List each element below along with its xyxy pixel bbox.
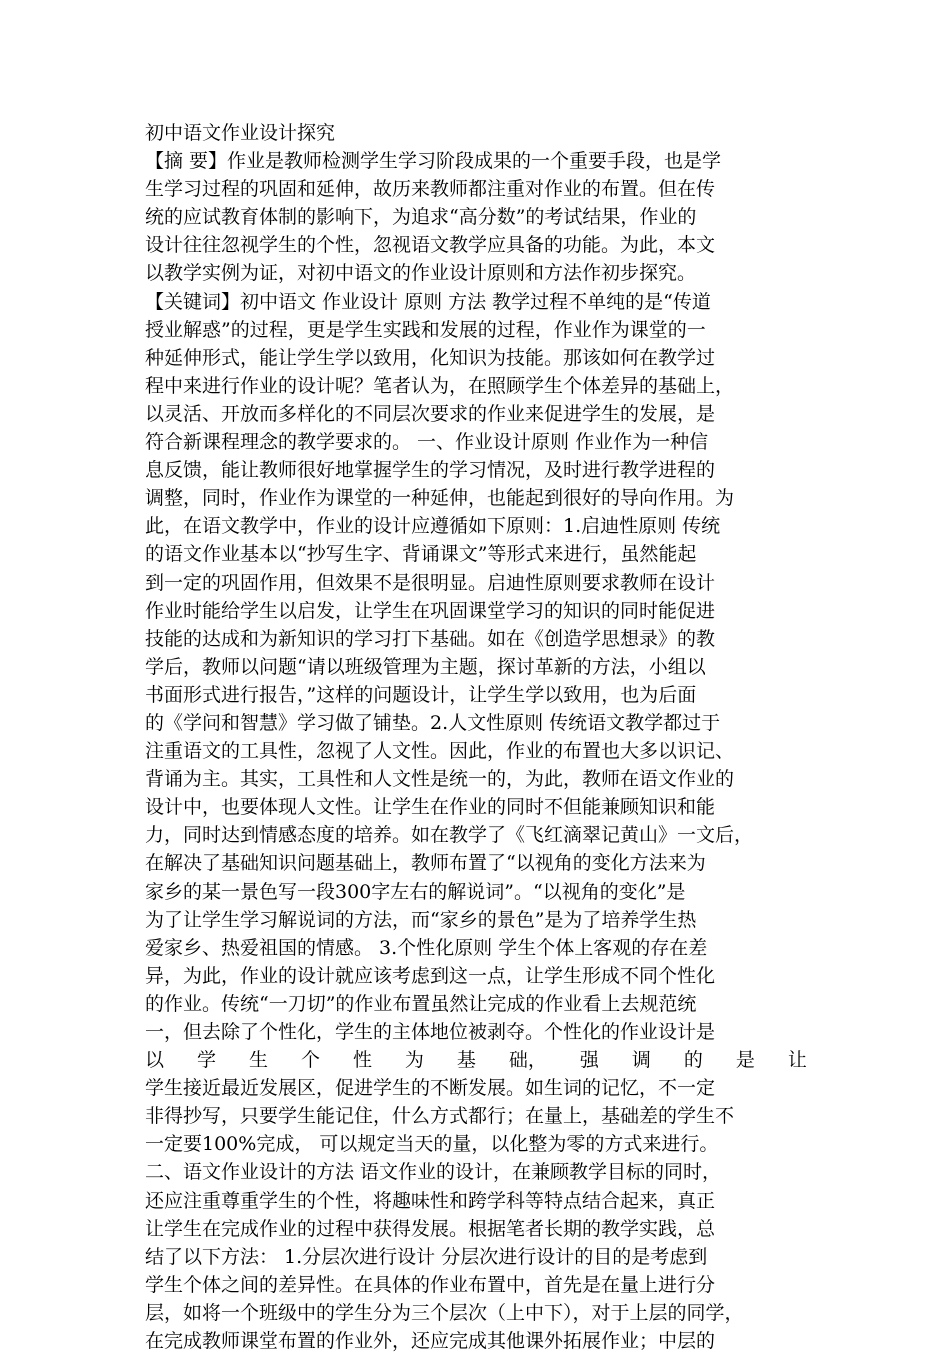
text-line: 一，但去除了个性化，学生的主体地位被剥夺。个性化的作业设计是 <box>145 1021 716 1043</box>
text-line: 爱家乡、热爱祖国的情感。 3.个性化原则 学生个体上客观的存在差 <box>145 936 708 959</box>
text-line: 符合新课程理念的教学要求的。 一、作业设计原则 作业作为一种信 <box>145 431 709 454</box>
text-line: 异，为此，作业的设计就应该考虑到这一点，让学生形成不同个性化 <box>145 964 716 987</box>
spread-word: 基 <box>456 1049 476 1072</box>
document-title: 初中语文作业设计探究 <box>145 122 336 144</box>
spread-word: 调 <box>631 1049 651 1072</box>
text-line: 【关键词】初中语文 作业设计 原则 方法 教学过程不单纯的是“传道 <box>145 290 711 313</box>
text-line: 统的应试教育体制的影响下，为追求“高分数”的考试结果，作业的 <box>145 206 697 229</box>
text-line: 的《学问和智慧》学习做了铺垫。2.人文性原则 传统语文教学都过于 <box>145 711 721 734</box>
document-body-continued <box>145 1074 807 1355</box>
text-line: 设计中，也要体现人文性。让学生在作业的同时不但能兼顾知识和能 <box>145 796 716 819</box>
spread-word: 性 <box>352 1049 372 1072</box>
text-line: 还应注重尊重学生的个性，将趣味性和跨学科等特点结合起来，真正 <box>145 1189 716 1212</box>
text-line: 结了以下方法： 1.分层次进行设计 分层次进行设计的目的是考虑到 <box>145 1245 708 1268</box>
text-line: 此，在语文教学中，作业的设计应遵循如下原则：1.启迪性原则 传统 <box>145 515 721 538</box>
text-line: 设计往往忽视学生的个性，忽视语文教学应具备的功能。为此，本文 <box>145 234 716 257</box>
text-line: 息反馈，能让教师很好地掌握学生的学习情况，及时进行教学进程的 <box>145 459 716 482</box>
text-line: 让学生在完成作业的过程中获得发展。根据笔者长期的教学实践，总 <box>145 1217 716 1240</box>
text-line: 【摘 要】作业是教师检测学生学习阶段成果的一个重要手段，也是学 <box>145 150 722 173</box>
document-body <box>145 147 807 1046</box>
spread-word: 础， <box>508 1049 547 1072</box>
text-line: 学后，教师以问题“请以班级管理为主题，探讨革新的方法，小组以 <box>145 655 706 678</box>
text-line: 以灵活、开放而多样化的不同层次要求的作业来促进学生的发展，是 <box>145 402 716 425</box>
spread-word: 以 <box>145 1049 165 1072</box>
text-line: 调整，同时，作业作为课堂的一种延伸，也能起到很好的导向作用。为 <box>145 487 735 510</box>
text-line: 二、语文作业设计的方法 语文作业的设计，在兼顾教学目标的同时， <box>145 1161 722 1184</box>
text-line: 为了让学生学习解说词的方法，而“家乡的景色”是为了培养学生热 <box>145 908 697 931</box>
text-line: 以教学实例为证，对初中语文的作业设计原则和方法作初步探究。 <box>145 262 697 285</box>
document-page <box>145 119 807 1355</box>
spread-word: 个 <box>300 1049 320 1072</box>
text-line: 种延伸形式，能让学生学以致用，化知识为技能。那该如何在教学过 <box>145 346 716 369</box>
text-line: 书面形式进行报告，”这样的问题设计，让学生学以致用，也为后面 <box>145 683 697 706</box>
text-line: 的作业。传统“一刀切”的作业布置虽然让完成的作业看上去规范统 <box>145 992 697 1015</box>
text-line: 学生接近最近发展区，促进学生的不断发展。如生词的记忆，不一定 <box>145 1077 716 1100</box>
text-line: 层，如将一个班级中的学生分为三个层次（上中下），对于上层的同学， <box>145 1301 744 1324</box>
text-line: 在解决了基础知识问题基础上，教师布置了“以视角的变化方法来为 <box>145 852 706 875</box>
text-line: 授业解惑”的过程，更是学生实践和发展的过程，作业作为课堂的一 <box>145 318 706 341</box>
spread-word: 让 <box>787 1049 807 1072</box>
text-line: 力，同时达到情感态度的培养。如在教学了《飞红滴翠记黄山》一文后， <box>145 824 754 847</box>
text-line: 程中来进行作业的设计呢？笔者认为，在照顾学生个体差异的基础上， <box>145 374 735 397</box>
text-line: 学生个体之间的差异性。在具体的作业布置中，首先是在量上进行分 <box>145 1273 716 1296</box>
spread-word: 是 <box>735 1049 755 1072</box>
spread-word: 的 <box>683 1049 703 1072</box>
text-line: 到一定的巩固作用，但效果不是很明显。启迪性原则要求教师在设计 <box>145 571 716 594</box>
text-line: 作业时能给学生以启发，让学生在巩固课堂学习的知识的同时能促进 <box>145 599 716 622</box>
spread-word: 学 <box>196 1049 216 1072</box>
text-line: 生学习过程的巩固和延伸，故历来教师都注重对作业的布置。但在传 <box>145 178 716 201</box>
text-line: 在完成教师课堂布置的作业外，还应完成其他课外拓展作业；中层的 <box>145 1330 716 1353</box>
text-line: 非得抄写，只要学生能记住，什么方式都行；在量上，基础差的学生不 <box>145 1105 735 1128</box>
spread-word: 强 <box>579 1049 599 1072</box>
spread-word: 为 <box>404 1049 424 1072</box>
text-line: 家乡的某一景色写一段300字左右的解说词”。“以视角的变化”是 <box>145 880 686 903</box>
justified-line <box>145 1046 807 1074</box>
text-line: 一定要100%完成， 可以规定当天的量，以化整为零的方式来进行。 <box>145 1133 719 1156</box>
spread-word: 生 <box>248 1049 268 1072</box>
text-line: 的语文作业基本以“抄写生字、背诵课文”等形式来进行，虽然能起 <box>145 543 697 566</box>
text-line: 技能的达成和为新知识的学习打下基础。如在《创造学思想录》的教 <box>145 627 716 650</box>
text-line: 注重语文的工具性，忽视了人文性。因此，作业的布置也大多以识记、 <box>145 740 735 763</box>
text-line: 背诵为主。其实，工具性和人文性是统一的，为此，教师在语文作业的 <box>145 768 735 791</box>
